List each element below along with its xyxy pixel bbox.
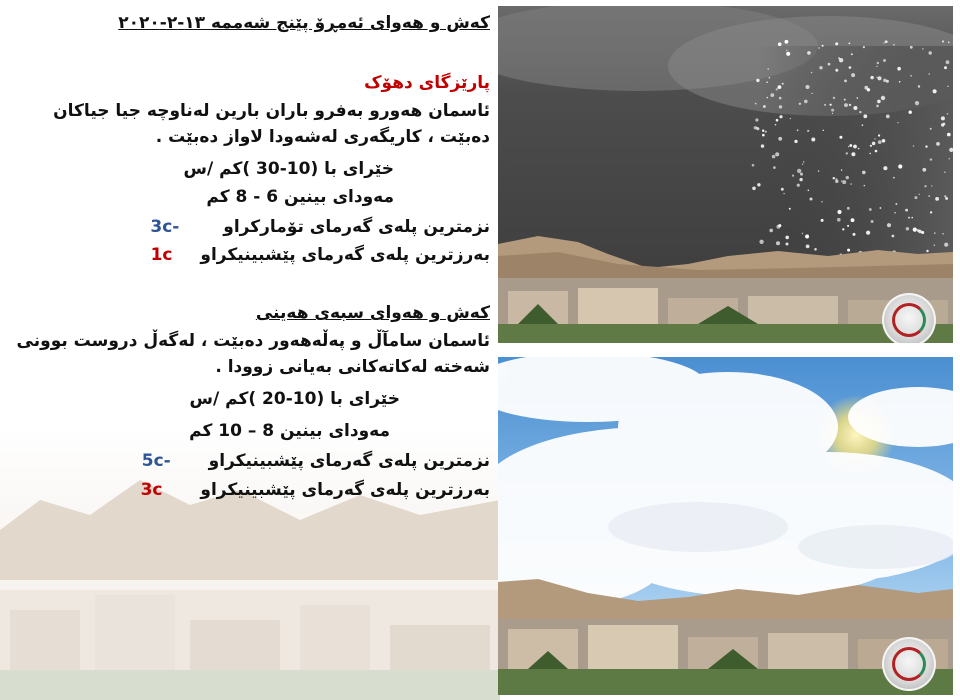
day1-min-label: نزمترین پلەی گەرمای تۆمارکراو — [223, 217, 490, 237]
day2-max-temp — [121, 479, 490, 501]
day2-min-temp — [122, 450, 490, 472]
day1-max-value: 1c — [150, 245, 173, 265]
day2-max-value: 3c — [140, 480, 163, 500]
day1-wind: خێرای با (10-30 )کم /س — [183, 159, 394, 179]
day1-title: کەش و هەوای ئەمڕۆ پێنج شەممە ١٣-٢-٢٠٢٠ — [118, 13, 490, 33]
snow-weather-image — [498, 6, 953, 343]
day1-max-temp — [131, 244, 490, 266]
day2-desc-1: ئاسمان سامآڵ و پەڵەهەور دەبێت ، لەگەڵ دروست بوونی — [16, 331, 490, 351]
day1-region: پارێزگای دهۆک — [364, 73, 490, 93]
day1-min-value: -3c — [150, 217, 180, 237]
cloudy-weather-image — [498, 357, 953, 695]
day2-visibility: مەودای بینین 8 – 10 کم — [189, 421, 390, 441]
day2-min-value: -5c — [141, 451, 171, 471]
day1-min-temp — [130, 216, 490, 238]
day1-desc-1: ئاسمان هەورو بەفرو باران بارین لەناوچە جیا جیاکان — [53, 101, 490, 121]
day1-visibility: مەودای بینین 6 - 8 کم — [206, 187, 394, 207]
day2-min-label: نزمترین پلەی گەرمای پێشبینیکراو — [208, 451, 490, 471]
day1-max-label: بەرزترین پلەی گەرمای پێشبینیکراو — [200, 245, 490, 265]
channel-logo-icon — [882, 637, 936, 691]
channel-logo-icon — [882, 293, 936, 343]
day2-title: کەش و هەوای سبەی هەینی — [255, 303, 490, 323]
day1-desc-2: دەبێت ، کاریگەری لەشەودا لاواز دەبێت . — [155, 127, 490, 147]
day2-desc-2: شەختە لەکاتەکانی بەیانی زوودا . — [215, 357, 490, 377]
day2-max-label: بەرزترین پلەی گەرمای پێشبینیکراو — [200, 480, 490, 500]
day2-wind: خێرای با (10-20 )کم /س — [189, 389, 400, 409]
